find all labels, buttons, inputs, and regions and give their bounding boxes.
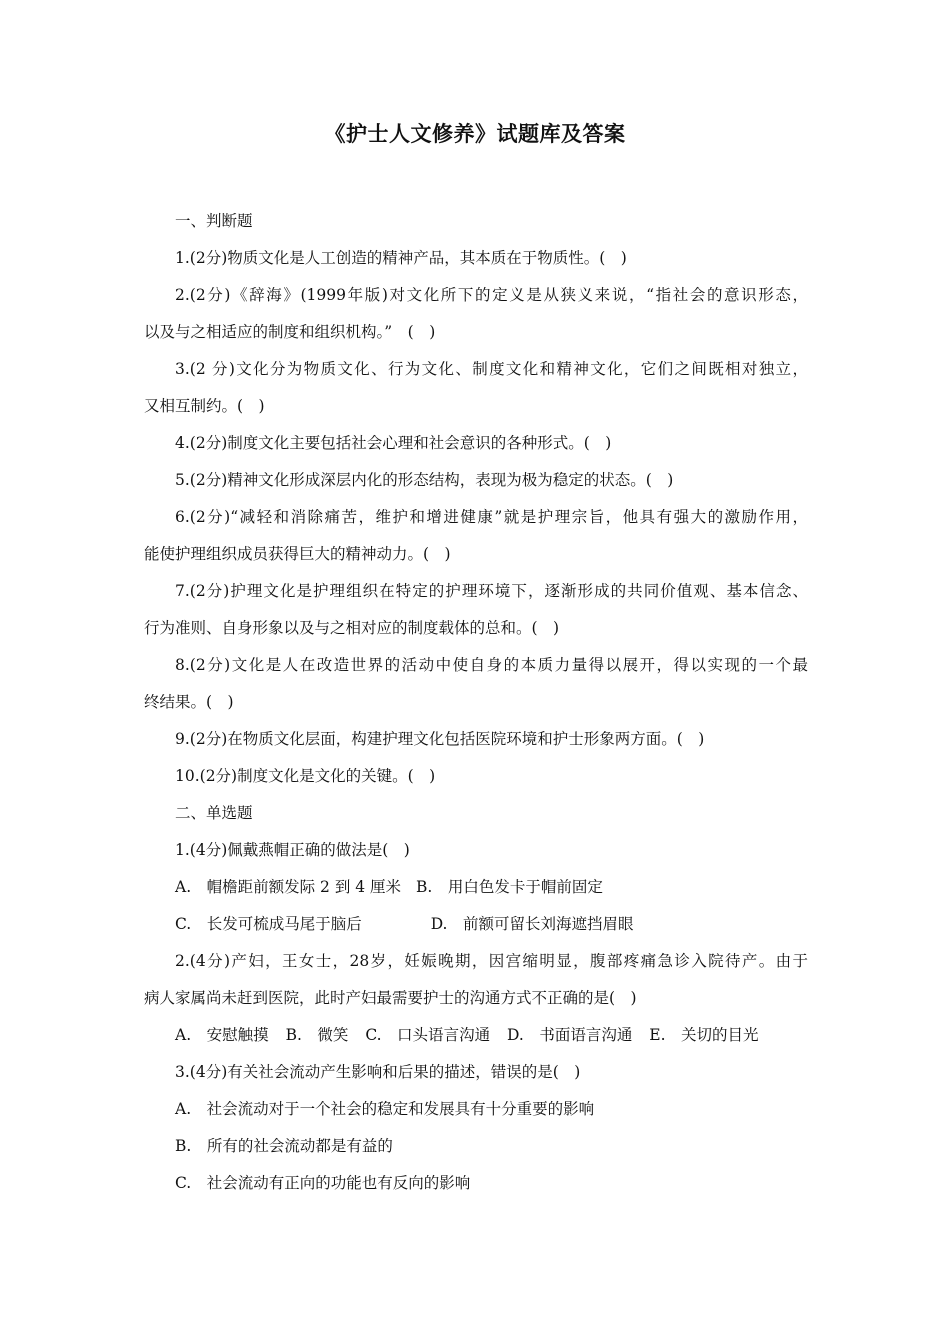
- sc-question-3: 3.(4分)有关社会流动产生影响和后果的描述，错误的是( ): [175, 1063, 581, 1081]
- tf-question-10: 10.(2分)制度文化是文化的关键。( ): [175, 767, 436, 785]
- sc-question-2-option-c: C. 口头语言沟通: [365, 1026, 491, 1044]
- tf-question-4: 4.(2分)制度文化主要包括社会心理和社会意识的各种形式。( ): [175, 434, 612, 452]
- tf-question-5: 5.(2分)精神文化形成深层内化的形态结构，表现为极为稳定的状态。( ): [175, 471, 674, 489]
- sc-question-2-option-e: E. 关切的目光: [649, 1026, 759, 1044]
- document-body: [144, 203, 808, 1202]
- sc-question-1-option-b: B. 用白色发卡于帽前固定: [416, 878, 603, 896]
- tf-question-6-line-2: 能使护理组织成员获得巨大的精神动力。( ): [144, 545, 451, 563]
- tf-question-1: 1.(2分)物质文化是人工创造的精神产品，其本质在于物质性。( ): [175, 249, 627, 267]
- sc-question-3-option-b: B. 所有的社会流动都是有益的: [175, 1137, 393, 1155]
- sc-question-2-option-b: B. 微笑: [285, 1026, 349, 1044]
- tf-question-7-line-2: 行为准则、自身形象以及与之相对应的制度载体的总和。( ): [144, 619, 560, 637]
- sc-question-2-line-2: 病人家属尚未赶到医院，此时产妇最需要护士的沟通方式不正确的是( ): [144, 989, 637, 1007]
- sc-question-1-options-row-1: [144, 869, 808, 906]
- tf-question-3-line-1: 3.(2 分)文化分为物质文化、行为文化、制度文化和精神文化，它们之间既相对独立，: [175, 360, 808, 378]
- tf-question-8-line-1: 8.(2分)文化是人在改造世界的活动中使自身的本质力量得以展开，得以实现的一个最: [175, 656, 808, 674]
- tf-question-3-line-2: 又相互制约。( ): [144, 397, 265, 415]
- tf-question-6-line-1: 6.(2分)“减轻和消除痛苦，维护和增进健康”就是护理宗旨，他具有强大的激励作用，: [175, 508, 808, 526]
- sc-question-2-options: [144, 1017, 808, 1054]
- sc-question-2-option-a: A. 安慰触摸: [175, 1026, 269, 1044]
- tf-question-7-line-1: 7.(2分)护理文化是护理组织在特定的护理环境下，逐渐形成的共同价值观、基本信念、: [175, 582, 808, 600]
- tf-question-2-line-2: 以及与之相适应的制度和组织机构。” ( ): [144, 323, 436, 341]
- sc-question-1-option-c: C. 长发可梳成马尾于脑后: [175, 915, 362, 933]
- sc-question-2-option-d: D. 书面语言沟通: [507, 1026, 633, 1044]
- document-title: 《护士人文修养》试题库及答案: [324, 122, 626, 146]
- sc-question-1-option-a: A. 帽檐距前额发际 2 到 4 厘米: [175, 878, 402, 896]
- tf-question-8-line-2: 终结果。( ): [144, 693, 234, 711]
- tf-question-9: 9.(2分)在物质文化层面，构建护理文化包括医院环境和护士形象两方面。( ): [175, 730, 705, 748]
- sc-question-1-option-d: D. 前额可留长刘海遮挡眉眼: [430, 915, 634, 933]
- tf-question-2-line-1: 2.(2分)《辞海》(1999年版)对文化所下的定义是从狭义来说，“指社会的意识形态，: [175, 286, 808, 304]
- section-heading-single-choice: 二、单选题: [175, 804, 253, 822]
- sc-question-1: 1.(4分)佩戴燕帽正确的做法是( ): [175, 841, 410, 859]
- section-heading-true-false: 一、判断题: [175, 212, 253, 230]
- sc-question-2-line-1: 2.(4分)产妇，王女士，28岁，妊娠晚期，因宫缩明显，腹部疼痛急诊入院待产。由于: [175, 952, 808, 970]
- sc-question-1-options-row-2: [144, 906, 808, 943]
- sc-question-3-option-c: C. 社会流动有正向的功能也有反向的影响: [175, 1174, 471, 1192]
- sc-question-3-option-a: A. 社会流动对于一个社会的稳定和发展具有十分重要的影响: [175, 1100, 595, 1118]
